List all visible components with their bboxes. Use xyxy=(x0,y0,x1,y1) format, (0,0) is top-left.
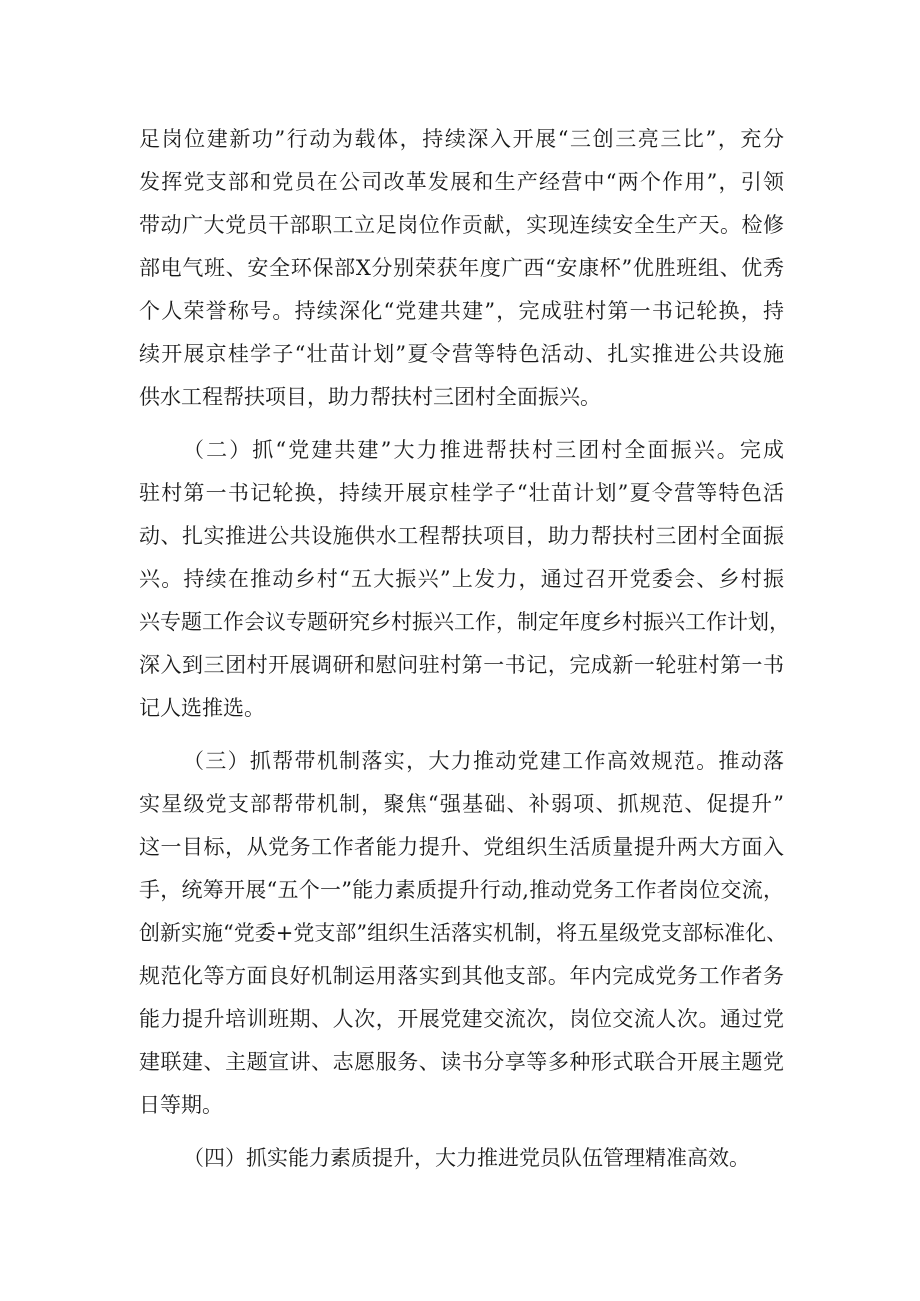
text-line: 手，统筹开展“五个一”能力素质提升行动,推动党务工作者岗位交流， xyxy=(139,878,784,902)
text-line: 带动广大党员干部职工立足岗位作贡献，实现连续安全生产天。检修 xyxy=(139,213,784,237)
text-line: 实星级党支部帮带机制，聚焦“强基础、补弱项、抓规范、促提升” xyxy=(139,792,784,816)
text-line: 动、扎实推进公共设施供水工程帮扶项目，助力帮扶村三团村全面振 xyxy=(139,524,784,548)
section-heading-line: （二）抓“党建共建”大力推进帮扶村三团村全面振兴。完成 xyxy=(183,438,784,462)
section-heading-line: （三）抓帮带机制落实，大力推动党建工作高效规范。推动落 xyxy=(183,749,784,773)
text-line: 日等期。 xyxy=(139,1093,223,1117)
document-body xyxy=(139,118,790,1180)
text-line: 驻村第一书记轮换，持续开展京桂学子“壮苗计划”夏令营等特色活 xyxy=(139,481,784,505)
text-line: 续开展京桂学子“壮苗计划”夏令营等特色活动、扎实推进公共设施 xyxy=(139,342,784,366)
text-line: 兴专题工作会议专题研究乡村振兴工作，制定年度乡村振兴工作计划， xyxy=(139,610,790,634)
text-line: 发挥党支部和党员在公司改革发展和生产经营中“两个作用”，引领 xyxy=(139,170,784,194)
paragraph-3 xyxy=(139,740,788,1127)
text-line: 部电气班、安全环保部X分别荣获年度广西“安康杯”优胜班组、优秀 xyxy=(139,256,784,280)
text-line: 记人选推选。 xyxy=(139,696,265,720)
text-line: 个人荣誉称号。持续深化“党建共建”，完成驻村第一书记轮换，持 xyxy=(139,299,784,323)
paragraph-1 xyxy=(139,118,784,419)
paragraph-4 xyxy=(139,1137,784,1180)
text-line: 足岗位建新功”行动为载体，持续深入开展“三创三亮三比”，充分 xyxy=(139,127,784,151)
text-line: 这一目标，从党务工作者能力提升、党组织生活质量提升两大方面入 xyxy=(139,835,784,859)
paragraph-2 xyxy=(139,429,790,730)
text-line: 深入到三团村开展调研和慰问驻村第一书记，完成新一轮驻村第一书 xyxy=(139,653,784,677)
text-line: 供水工程帮扶项目，助力帮扶村三团村全面振兴。 xyxy=(139,385,601,409)
text-line: 建联建、主题宣讲、志愿服务、读书分享等多种形式联合开展主题党 xyxy=(139,1050,784,1074)
text-line: 规范化等方面良好机制运用落实到其他支部。年内完成党务工作者务 xyxy=(139,964,784,988)
text-line: 能力提升培训班期、人次，开展党建交流次，岗位交流人次。通过党 xyxy=(139,1007,784,1031)
section-heading-line: （四）抓实能力素质提升，大力推进党员队伍管理精准高效。 xyxy=(183,1146,750,1170)
text-line: 兴。持续在推动乡村“五大振兴”上发力，通过召开党委会、乡村振 xyxy=(139,567,784,591)
text-line: 创新实施“党委+党支部”组织生活落实机制，将五星级党支部标准化、 xyxy=(139,921,788,945)
